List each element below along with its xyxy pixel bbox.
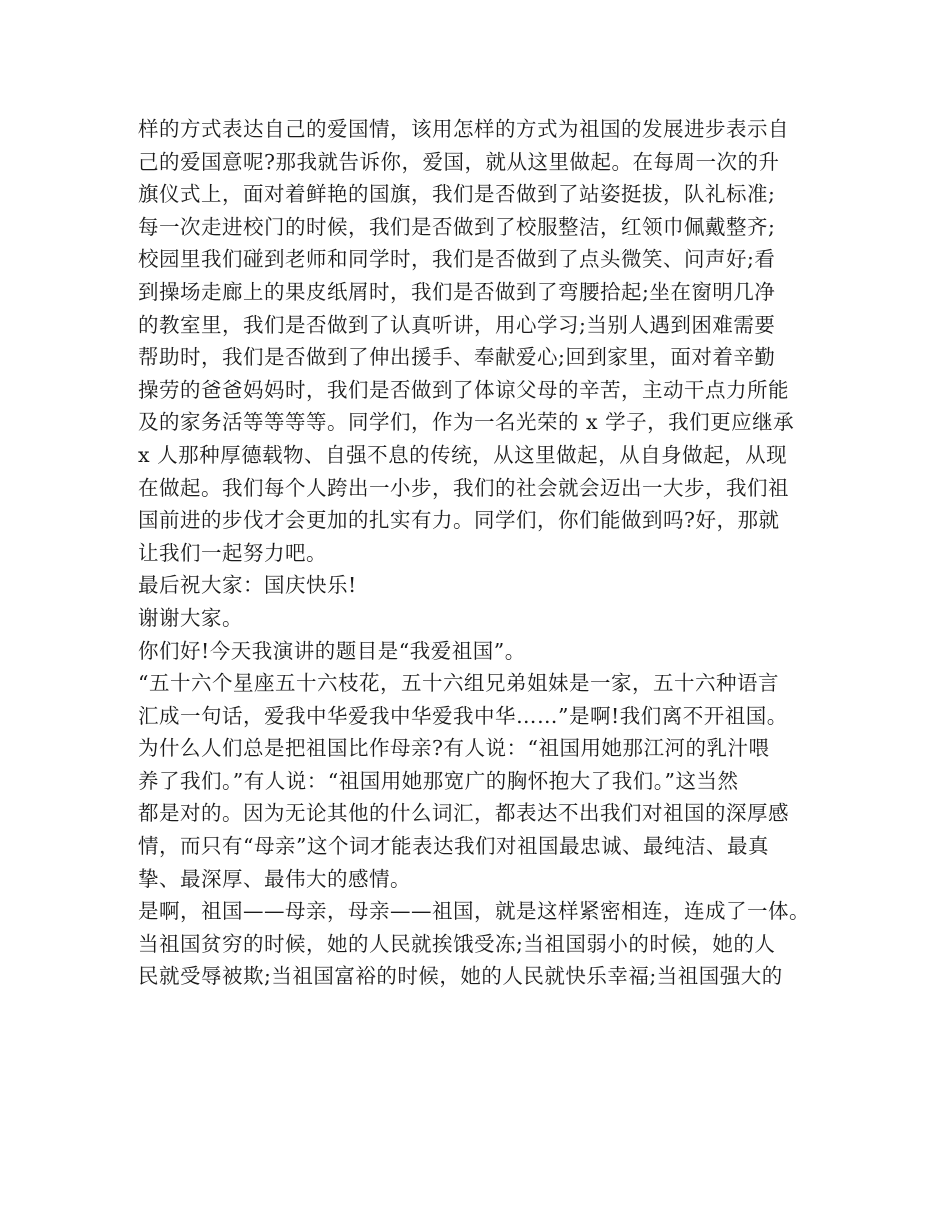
text-line: 让我们一起努力吧。 — [138, 540, 327, 565]
text-line: 国前进的步伐才会更加的扎实有力。同学们，你们能做到吗?好，那就 — [138, 508, 780, 533]
text-line: 挚、最深厚、最伟大的感情。 — [138, 866, 411, 891]
text-line: 为什么人们总是把祖国比作母亲?有人说：“祖国用她那江河的乳汁喂 — [138, 736, 770, 761]
text-line: 汇成一句话，爱我中华爱我中华爱我中华……”是啊!我们离不开祖国。 — [138, 703, 788, 728]
document-body — [138, 113, 828, 993]
text-line: 情，而只有“母亲”这个词才能表达我们对祖国最忠诚、最纯洁、最真 — [138, 834, 769, 859]
text-line: 都是对的。因为无论其他的什么词汇，都表达不出我们对祖国的深厚感 — [138, 801, 789, 826]
text-line: 在做起。我们每个人跨出一小步，我们的社会就会迈出一大步，我们祖 — [138, 475, 789, 500]
text-line: 谢谢大家。 — [138, 605, 243, 630]
text-line: 养了我们。”有人说：“祖国用她那宽广的胸怀抱大了我们。”这当然 — [138, 768, 739, 793]
text-line: 及的家务活等等等等。同学们，作为一名光荣的 x 学子，我们更应继承 — [138, 410, 795, 435]
text-line: 到操场走廊上的果皮纸屑时，我们是否做到了弯腰拾起;坐在窗明几净 — [138, 279, 776, 304]
text-line: 帮助时，我们是否做到了伸出援手、奉献爱心;回到家里，面对着辛勤 — [138, 345, 776, 370]
text-line: 旗仪式上，面对着鲜艳的国旗，我们是否做到了站姿挺拔，队礼标准; — [138, 182, 776, 207]
text-line: 最后祝大家：国庆快乐! — [138, 573, 357, 598]
text-line: 操劳的爸爸妈妈时，我们是否做到了体谅父母的辛苦，主动干点力所能 — [138, 377, 789, 402]
text-line: 己的爱国意呢?那我就告诉你，爱国，就从这里做起。在每周一次的升 — [138, 149, 780, 174]
text-line: 校园里我们碰到老师和同学时，我们是否做到了点头微笑、问声好;看 — [138, 247, 776, 272]
text-line: “五十六个星座五十六枝花，五十六组兄弟姐妹是一家，五十六种语言 — [138, 671, 779, 696]
text-line: 的教室里，我们是否做到了认真听讲，用心学习;当别人遇到困难需要 — [138, 312, 776, 337]
text-line: 你们好!今天我演讲的题目是“我爱祖国”。 — [138, 638, 526, 663]
text-line: 当祖国贫穷的时候，她的人民就挨饿受冻;当祖国弱小的时候，她的人 — [138, 931, 776, 956]
text-line: 是啊，祖国——母亲，母亲——祖国，就是这样紧密相连，连成了一体。 — [138, 899, 810, 924]
text-line: 样的方式表达自己的爱国情，该用怎样的方式为祖国的发展进步表示自 — [138, 117, 789, 141]
text-line: 每一次走进校门的时候，我们是否做到了校服整洁，红领巾佩戴整齐; — [138, 214, 776, 239]
text-line: x 人那种厚德载物、自强不息的传统，从这里做起，从自身做起，从现 — [138, 442, 788, 467]
text-line: 民就受辱被欺;当祖国富裕的时候，她的人民就快乐幸福;当祖国强大的 — [138, 964, 783, 989]
